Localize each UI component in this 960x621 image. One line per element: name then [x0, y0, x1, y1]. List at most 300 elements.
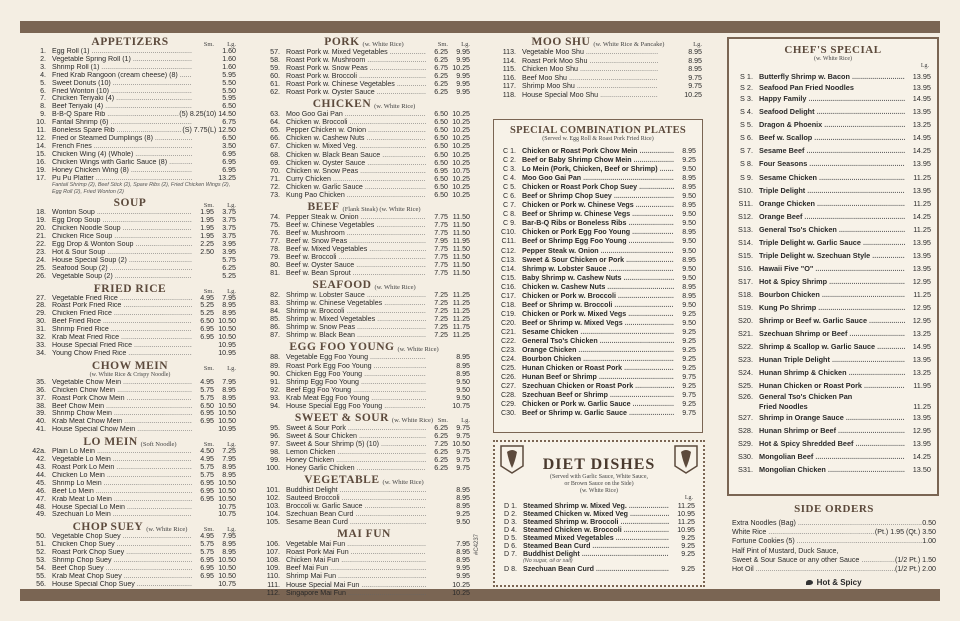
item-number: 93.: [270, 393, 280, 402]
item-price-small: 6.25: [434, 464, 448, 473]
item-price-large: 10.50: [218, 486, 236, 495]
item-price-small: 6.50: [434, 190, 448, 199]
menu-item: [258, 88, 470, 96]
item-price-large: 8.95: [688, 48, 702, 56]
item-price-large: 10.75: [452, 166, 470, 175]
item-price-small: 6.95: [200, 563, 214, 572]
menu-item: [258, 518, 470, 526]
menu-item: [24, 143, 236, 151]
chef-name: Four Seasons .....: [759, 157, 905, 170]
chef-item: [729, 450, 937, 463]
menu-section: [24, 197, 236, 280]
size-large-label: Lg.: [693, 41, 702, 48]
combo-price: 9.75: [682, 391, 696, 400]
item-price-large: 9.25: [456, 510, 470, 519]
side-order-name: Extra Noodles (Bag) .....: [732, 519, 922, 528]
chef-item: [729, 249, 937, 262]
size-large-label: Lg.: [227, 441, 236, 449]
combo-item: [494, 310, 702, 319]
side-order-item: [732, 547, 936, 556]
combo-number: C18.: [501, 300, 516, 309]
item-name: Sweet & Sour Shrimp (5) (10) .....: [286, 440, 426, 448]
combo-price: 8.95: [682, 228, 696, 237]
menu-item: [24, 273, 236, 281]
item-number: 97.: [270, 439, 280, 448]
section-title: SWEET & SOUR: [294, 411, 389, 424]
combo-item: [494, 283, 702, 292]
item-name: House Special Moo Shu .....: [522, 91, 658, 100]
item-name: Boneless Spare Rib .....: [52, 127, 182, 135]
combo-name: Beef or Shrimp w. Garlic Sauce .....: [522, 409, 674, 418]
chef-number: S21.: [737, 329, 753, 339]
chef-number: S14.: [737, 237, 753, 247]
diet-number: D 4.: [503, 526, 517, 534]
combo-name: Sesame Chicken .....: [522, 328, 674, 337]
size-small-label: Sm.: [203, 441, 214, 449]
item-number: 29.: [36, 309, 46, 318]
menu-section: [258, 98, 470, 199]
size-labels: [192, 365, 236, 372]
item-price-large: 10.75: [218, 502, 236, 511]
item-number: 6.: [40, 86, 46, 95]
item-price-small: 6.95: [200, 486, 214, 495]
menu-item: [258, 394, 470, 402]
chef-item: [729, 327, 937, 340]
menu-section: [258, 201, 470, 277]
item-number: 2.: [40, 54, 46, 63]
item-price-small: 6.95: [200, 417, 214, 426]
combo-name: Chicken or Pork w. Broccoli .....: [522, 292, 674, 301]
item-name: Vegetable Moo Shu .....: [522, 48, 658, 57]
chef-item: [729, 118, 937, 131]
combo-price: 8.95: [682, 174, 696, 183]
item-price-small: 7.25: [434, 299, 448, 308]
item-number: 82.: [270, 291, 280, 300]
combo-number: C 6.: [502, 192, 516, 201]
combo-item: [494, 265, 702, 274]
combo-number: C 5.: [502, 183, 516, 192]
chef-number: S17.: [737, 276, 753, 286]
combo-number: C 3.: [502, 165, 516, 174]
menu-item: [258, 110, 470, 118]
item-number: 88.: [270, 353, 280, 362]
section-note: (w. White Rice): [382, 479, 424, 487]
item-price-small: 7.25: [434, 439, 448, 448]
item-number: 108.: [266, 556, 280, 565]
item-price-small: 7.25: [434, 323, 448, 332]
chef-price: 11.25: [913, 172, 931, 182]
item-price-large: 6.95: [222, 165, 236, 174]
item-price-small: 7.75: [434, 228, 448, 237]
item-number: 50.: [36, 532, 46, 541]
diet-dishes-title: DIET DISHES: [542, 456, 656, 473]
item-price-large: 5.95: [222, 70, 236, 79]
chef-item: [729, 157, 937, 170]
menu-item: [24, 64, 236, 72]
item-price-large: 3.75: [222, 216, 236, 225]
item-price-small: 6.95: [434, 166, 448, 175]
menu-item: [24, 334, 236, 342]
item-name: Beef w. Snow Peas .....: [286, 237, 426, 245]
item-price-small: 6.50: [434, 110, 448, 119]
item-price-large: 11.25: [452, 307, 470, 316]
menu-item: [24, 111, 236, 119]
size-small-label: Sm.: [437, 416, 448, 424]
chef-name: Hunan Triple Delight .....: [759, 353, 905, 366]
chef-item: [729, 171, 937, 184]
item-number: 74.: [270, 212, 280, 221]
item-name: B-B-Q Spare Rib .....: [52, 111, 179, 119]
menu-item: [258, 175, 470, 183]
chef-name: General Tso's Chicken Pan Fried Noodles: [759, 392, 853, 411]
section-header: [258, 36, 470, 48]
item-price-small: 6.25: [434, 48, 448, 56]
item-name: Chicken w. Snow Peas .....: [286, 167, 426, 175]
diet-subtitle: (Served with Garlic Sauce, White Sauce,: [549, 474, 649, 480]
menu-item: [258, 245, 470, 253]
item-number: 25.: [36, 263, 46, 272]
item-price-large: 10.95: [218, 341, 236, 349]
diet-item: [495, 510, 703, 518]
item-name: Szechuan Lo Mein .....: [52, 511, 192, 519]
combo-number: C23.: [501, 346, 516, 355]
item-price-large: 9.75: [456, 431, 470, 440]
menu-item: [258, 151, 470, 159]
item-name: Vegetable Chow Mein .....: [52, 379, 192, 387]
item-price-large: 8.95: [456, 369, 470, 378]
chef-item: [729, 223, 937, 236]
chef-name: Hot & Spicy Shrimp .....: [759, 275, 905, 288]
item-number: 54.: [36, 563, 46, 572]
chef-price: 11.25: [913, 289, 931, 299]
chef-price: 13.25: [912, 120, 931, 130]
combo-price: 8.95: [682, 255, 696, 264]
combo-item: [494, 228, 702, 237]
chef-number: S30.: [737, 451, 753, 461]
combo-price: 8.95: [682, 282, 696, 291]
item-name: Krab Meat Lo Mein .....: [52, 496, 192, 504]
section-header: [258, 341, 470, 353]
item-number: 30.: [36, 317, 46, 326]
size-labels: [192, 41, 236, 48]
item-price-small: 6.50: [434, 158, 448, 167]
side-order-item: [732, 528, 936, 537]
combo-price: 9.50: [682, 219, 696, 228]
item-price-small: (S) 7.75: [182, 126, 208, 135]
combo-number: C11.: [501, 237, 516, 246]
item-price-large: 10.50: [218, 409, 236, 418]
item-number: 85.: [270, 315, 280, 324]
combo-price: 9.25: [682, 355, 696, 364]
chef-name: Szechuan Shrimp or Beef .....: [759, 327, 905, 340]
diet-price: 9.25: [681, 534, 695, 542]
item-name: Roast Pork w. Oyster Sauce .....: [286, 88, 426, 96]
item-number: 56.: [36, 579, 46, 588]
combo-item: [494, 400, 702, 409]
side-order-item: [732, 556, 936, 565]
chef-number: S27.: [737, 412, 753, 422]
item-price-large: 5.95: [222, 94, 236, 103]
section-title: VEGETABLE: [304, 474, 380, 487]
item-number: 42a.: [32, 447, 46, 456]
chef-number: S24.: [737, 368, 753, 378]
item-name: Beef Fried Rice .....: [52, 318, 192, 326]
item-number: 53.: [36, 556, 46, 565]
chef-item: [729, 210, 937, 223]
combo-name: Shrimp w. Lobster Sauce .....: [522, 265, 674, 274]
item-number: 103.: [266, 502, 280, 511]
item-price-large: 6.95: [222, 149, 236, 158]
item-price-large: 10.50: [218, 317, 236, 326]
item-price-large: 3.75: [222, 224, 236, 233]
item-number: 106.: [266, 540, 280, 549]
menu-column-2: [258, 36, 470, 599]
menu-item: [258, 581, 470, 589]
item-price-large: 3.95: [222, 240, 236, 249]
item-number: 86.: [270, 323, 280, 332]
item-price-small: 6.50: [434, 174, 448, 183]
item-price-large: (L) 12.50: [207, 126, 236, 135]
item-number: 19.: [36, 216, 46, 225]
item-price-large: 8.95: [222, 548, 236, 557]
combo-price: 8.95: [682, 201, 696, 210]
item-price-small: 5.25: [200, 309, 214, 318]
chef-name: General Tso's Chicken .....: [759, 223, 905, 236]
chef-item: [729, 92, 937, 105]
item-price-large: 11.50: [452, 220, 470, 229]
menu-item: [258, 307, 470, 315]
item-price-large: 3.95: [222, 247, 236, 256]
item-price-small: 7.95: [434, 236, 448, 245]
chef-number: S 6.: [740, 133, 753, 143]
item-price-small: 4.95: [200, 377, 214, 386]
size-labels: [426, 41, 470, 48]
menu-item: [258, 299, 470, 307]
menu-item: [258, 402, 470, 410]
menu-item: [24, 127, 236, 135]
item-number: 15.: [36, 149, 46, 158]
diet-price: 9.25: [681, 564, 695, 573]
item-number: 76.: [270, 228, 280, 237]
item-number: 37.: [36, 393, 46, 402]
combo-number: C24.: [501, 355, 516, 364]
section-title: APPETIZERS: [91, 36, 169, 48]
item-name: Honey Garlic Chicken .....: [286, 464, 426, 472]
item-price-small: 6.95: [200, 494, 214, 503]
item-number: 113.: [502, 48, 516, 56]
item-price-small: 6.95: [200, 333, 214, 342]
menu-section: [24, 283, 236, 358]
item-price-large: 9.50: [456, 385, 470, 394]
combo-item: [494, 147, 702, 156]
side-order-name: Fortune Cookies (5) .....: [732, 537, 922, 546]
diet-price: 11.25: [677, 518, 695, 526]
chef-number: S 5.: [740, 120, 753, 130]
combo-item: [494, 328, 702, 337]
top-border: [20, 21, 940, 33]
item-price-small: 5.75: [200, 548, 214, 557]
chefs-large-label: Lg.: [920, 63, 929, 69]
chef-price: 13.50: [912, 464, 931, 474]
item-number: 105.: [266, 518, 280, 527]
menu-item: [258, 126, 470, 134]
item-name: Beef w. Bean Sprout .....: [286, 269, 426, 277]
item-price-large: 1.60: [222, 54, 236, 63]
chef-name: Sesame Beef .....: [759, 144, 905, 157]
combo-price: 9.50: [682, 192, 696, 201]
menu-item: [24, 167, 236, 175]
item-number: 8.: [40, 102, 46, 111]
side-order-item: [732, 519, 936, 528]
chef-item: [729, 463, 937, 476]
item-number: 57.: [270, 48, 280, 56]
combo-number: C29.: [501, 400, 516, 409]
item-number: 101.: [266, 486, 280, 495]
item-price-large: 6.50: [222, 133, 236, 142]
item-price-large: 8.95: [456, 486, 470, 495]
combo-number: C 7.: [502, 201, 516, 210]
item-name: Chicken Chow Mein .....: [52, 387, 192, 395]
chef-price: 13.95: [912, 159, 931, 169]
item-price-large: 8.95: [222, 393, 236, 402]
item-price-small: 6.25: [434, 431, 448, 440]
item-name: Shrimp w. Lobster Sauce .....: [286, 291, 426, 299]
item-price-large: 9.95: [456, 88, 470, 97]
menu-item: [258, 315, 470, 323]
chef-number: S31.: [737, 464, 753, 474]
size-labels: [192, 441, 236, 448]
chef-number: S13.: [737, 224, 753, 234]
item-name: Roast Pork Egg Foo Young .....: [286, 362, 426, 370]
item-price-large: 6.50: [222, 102, 236, 111]
item-number: 89.: [270, 361, 280, 370]
item-price-small: 7.75: [434, 261, 448, 270]
chef-item: [729, 288, 937, 301]
chef-name: Hot & Spicy Shredded Beef .....: [759, 437, 905, 450]
chef-name: Mongolian Beef .....: [759, 450, 905, 463]
item-price-small: 6.25: [434, 72, 448, 81]
item-price-large: 5.25: [222, 271, 236, 280]
side-orders-title: SIDE ORDERS: [794, 503, 874, 515]
chef-item: [729, 314, 937, 327]
item-name: Fantail Shrimp (6) .....: [52, 119, 192, 127]
side-order-name: Sweet & Sour Sauce or any other Sauce .....: [732, 556, 895, 565]
combo-price: 9.25: [682, 346, 696, 355]
chef-item: [729, 236, 937, 249]
combo-price: 9.50: [682, 210, 696, 219]
combo-price: 9.25: [682, 400, 696, 409]
menu-item: [258, 221, 470, 229]
diet-name: Szechuan Bean Curd .....: [523, 565, 669, 573]
item-price-large: 6.25: [222, 263, 236, 272]
combo-price: 8.95: [682, 147, 696, 155]
item-price-large: 10.50: [218, 417, 236, 426]
chef-item: [729, 411, 937, 424]
chef-number: S25.: [737, 381, 753, 391]
item-name: Pepper Steak w. Onion .....: [286, 213, 426, 221]
item-number: 21.: [36, 232, 46, 241]
menu-item: [258, 572, 470, 580]
combo-number: C30.: [501, 409, 516, 418]
item-price-large: 10.25: [452, 134, 470, 143]
size-labels: [192, 526, 236, 533]
item-number: 96.: [270, 431, 280, 440]
item-price-small: 1.95: [200, 224, 214, 233]
menu-section: [24, 436, 236, 519]
item-price-large: 10.75: [218, 510, 236, 519]
menu-item: [24, 418, 236, 426]
item-name: Beef w. Mixed Vegetables .....: [286, 245, 426, 253]
section-header: [258, 474, 470, 486]
chef-name: Triple Delight w. Szechuan Style .....: [759, 249, 905, 262]
combo-name: Baby Shrimp w. Cashew Nuts .....: [522, 274, 674, 283]
item-name: Lemon Chicken .....: [286, 448, 426, 456]
item-price-large: 10.25: [452, 110, 470, 119]
menu-item: [258, 556, 470, 564]
chef-name: Happy Family .....: [759, 92, 905, 105]
item-price-large: 3.75: [222, 232, 236, 241]
combo-number: C14.: [501, 264, 516, 273]
item-price-small: 7.25: [434, 291, 448, 300]
menu-section: [24, 360, 236, 434]
chef-number: S12.: [737, 211, 753, 221]
chef-number: S22.: [737, 342, 753, 352]
item-price-large: 10.50: [218, 325, 236, 334]
diet-price: 9.25: [681, 550, 695, 558]
menu-item: [258, 291, 470, 299]
item-name: Chicken Wings with Garlic Sauce (8) .....: [52, 159, 192, 167]
combo-number: C 2.: [502, 156, 516, 165]
menu-item: [258, 253, 470, 261]
item-name: Fried or Steamed Dumplings (8) .....: [52, 135, 192, 143]
menu-item: [258, 432, 470, 440]
menu-item: [258, 486, 470, 494]
combo-name: Chicken w. Cashew Nuts .....: [522, 283, 674, 292]
combo-number: C22.: [501, 336, 516, 345]
chef-price: 12.95: [912, 276, 931, 286]
combo-price: 8.95: [682, 291, 696, 300]
combo-name: Hunan Beef or Shrimp .....: [522, 373, 674, 382]
item-price-large: 6.95: [222, 157, 236, 166]
combo-item: [494, 319, 702, 328]
combo-item: [494, 382, 702, 391]
item-number: 22.: [36, 240, 46, 249]
chef-name: Kung Po Shrimp .....: [759, 301, 905, 314]
item-number: 64.: [270, 118, 280, 127]
item-price-large: 8.95: [222, 301, 236, 310]
item-name: Roast Pork w. Broccoli .....: [286, 72, 426, 80]
item-name: Roast Pork Lo Mein .....: [52, 464, 192, 472]
item-name: Shrimp w. Broccoli .....: [286, 307, 426, 315]
section-title: LO MEIN: [83, 436, 138, 449]
item-price-large: 10.25: [452, 158, 470, 167]
item-name: Roast Pork Fried Rice .....: [52, 302, 192, 310]
menu-item: [24, 342, 236, 350]
chef-price: 14.95: [912, 94, 931, 104]
menu-item: [24, 350, 236, 358]
section-note: (w. White Rice): [374, 284, 416, 292]
menu-item: [24, 581, 236, 589]
combo-subtitle: (Served w. Egg Roll & Roast Pork Fried Rice): [542, 136, 654, 142]
size-large-label: Lg.: [461, 41, 470, 48]
item-price-small: 7.25: [434, 307, 448, 316]
item-price-small: 6.50: [200, 401, 214, 410]
item-price-small: 6.95: [200, 478, 214, 487]
chef-price: 11.25: [913, 198, 931, 208]
menu-item: [258, 464, 470, 472]
combo-name: Lo Mein (Pork, Chicken, Beef or Shrimp) .....: [522, 165, 674, 174]
item-number: 1.: [40, 47, 46, 55]
